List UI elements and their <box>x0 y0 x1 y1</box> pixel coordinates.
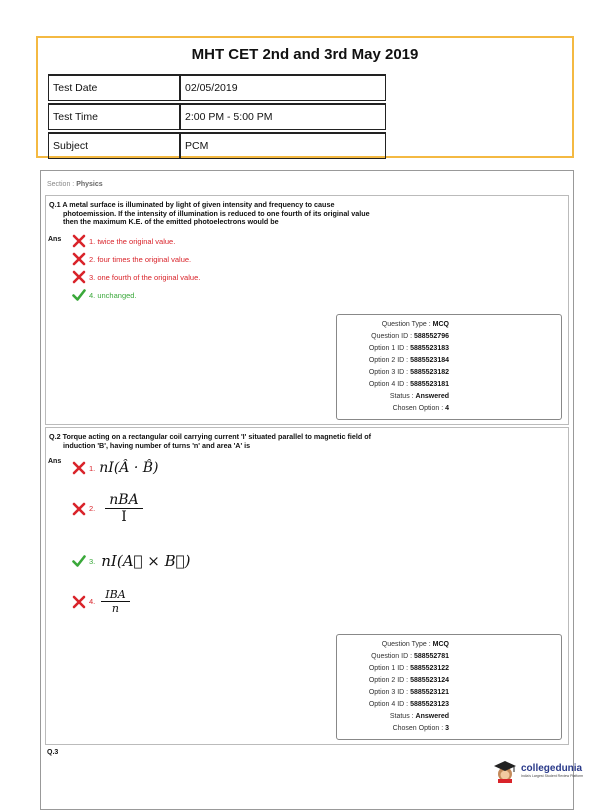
question-line: induction 'B', having number of turns 'n' and area 'A' is <box>63 440 251 450</box>
wrong-cross-icon <box>72 270 86 284</box>
collegedunia-logo <box>492 758 608 784</box>
info-label: Test Date <box>48 74 180 101</box>
fraction-denominator: I <box>121 509 127 525</box>
option-4 <box>72 288 137 302</box>
wrong-cross-icon <box>72 234 86 248</box>
option-text: 4. unchanged. <box>89 290 137 300</box>
question-1 <box>45 195 569 425</box>
option-1 <box>72 234 175 248</box>
graduate-avatar-icon <box>492 759 518 783</box>
info-row-time <box>48 103 386 130</box>
info-row-date <box>48 74 386 101</box>
meta-question-id: Question ID : 588552796 <box>371 333 449 340</box>
option-number: 2. <box>89 504 96 513</box>
option-number: 3. <box>89 556 96 566</box>
meta-option2-id: Option 2 ID : 5885523124 <box>368 677 449 684</box>
exam-header <box>36 36 574 158</box>
meta-question-type: Question Type : MCQ <box>381 641 449 648</box>
section-prefix: Section : <box>47 181 77 188</box>
option-2 <box>72 492 143 525</box>
meta-option2-id: Option 2 ID : 5885523184 <box>368 357 449 364</box>
option-fraction <box>101 588 129 615</box>
info-value: 2:00 PM - 5:00 PM <box>180 103 386 130</box>
option-number: 1. <box>89 463 96 473</box>
option-expression: nI(Â · B̂) <box>99 460 159 476</box>
option-2 <box>72 252 191 266</box>
meta-chosen-option: Chosen Option : 4 <box>392 405 449 412</box>
option-text: 2. four times the original value. <box>89 254 192 264</box>
question-meta-box <box>336 634 562 740</box>
meta-status: Status : Answered <box>389 713 449 720</box>
option-3 <box>72 552 191 570</box>
question-text <box>49 433 429 450</box>
meta-status: Status : Answered <box>389 393 449 400</box>
wrong-cross-icon <box>72 252 86 266</box>
meta-option4-id: Option 4 ID : 5885523123 <box>368 701 449 708</box>
option-number: 4. <box>89 597 96 606</box>
meta-option1-id: Option 1 ID : 5885523183 <box>368 345 449 352</box>
info-value: 02/05/2019 <box>180 74 386 101</box>
meta-question-id: Question ID : 588552781 <box>371 653 449 660</box>
info-label: Test Time <box>48 103 180 130</box>
question-line: photoemission. If the intensity of illumination is reduced to one fourth of its original value <box>63 208 370 218</box>
exam-info-table <box>48 72 386 161</box>
meta-option4-id: Option 4 ID : 5885523181 <box>368 381 449 388</box>
option-text: 1. twice the original value. <box>89 236 176 246</box>
option-text: 3. one fourth of the original value. <box>89 272 201 282</box>
question-text <box>49 201 409 227</box>
info-row-subject <box>48 132 386 159</box>
ans-label: Ans <box>48 458 62 465</box>
option-1 <box>72 460 159 476</box>
question-meta-box <box>336 314 562 420</box>
exam-title: MHT CET 2nd and 3rd May 2019 <box>191 46 419 63</box>
section-container <box>40 170 574 810</box>
logo-name: collegedunia <box>521 763 583 774</box>
wrong-cross-icon <box>72 595 86 609</box>
option-3 <box>72 270 200 284</box>
question-line: Q.1 A metal surface is illuminated by light of given intensity and frequency to cause <box>49 200 335 209</box>
meta-question-type: Question Type : MCQ <box>381 321 449 328</box>
section-name: Physics <box>76 181 103 188</box>
correct-check-icon <box>72 554 86 568</box>
fraction-numerator: IBA <box>101 588 129 602</box>
question-3-label: Q.3 <box>47 749 59 756</box>
wrong-cross-icon <box>72 502 86 516</box>
logo-tagline: India's Largest Student Review Platform <box>521 774 584 778</box>
ans-label: Ans <box>48 236 62 243</box>
option-fraction <box>105 492 142 525</box>
meta-option3-id: Option 3 ID : 5885523182 <box>368 369 449 376</box>
option-4 <box>72 588 130 615</box>
question-line: then the maximum K.E. of the emitted photoelectrons would be <box>63 217 279 227</box>
section-label <box>47 181 103 188</box>
option-expression: nI(A⃗ × B⃗) <box>101 552 191 570</box>
wrong-cross-icon <box>72 461 86 475</box>
info-value: PCM <box>180 132 386 159</box>
fraction-numerator: nBA <box>105 492 142 509</box>
fraction-denominator: n <box>111 602 119 615</box>
question-line: Q.2 Torque acting on a rectangular coil carrying current 'I' situated parallel to magnetic field of <box>49 432 371 441</box>
meta-chosen-option: Chosen Option : 3 <box>392 725 449 732</box>
correct-check-icon <box>72 288 86 302</box>
info-label: Subject <box>48 132 180 159</box>
meta-option3-id: Option 3 ID : 5885523121 <box>368 689 449 696</box>
question-2 <box>45 427 569 745</box>
meta-option1-id: Option 1 ID : 5885523122 <box>368 665 449 672</box>
